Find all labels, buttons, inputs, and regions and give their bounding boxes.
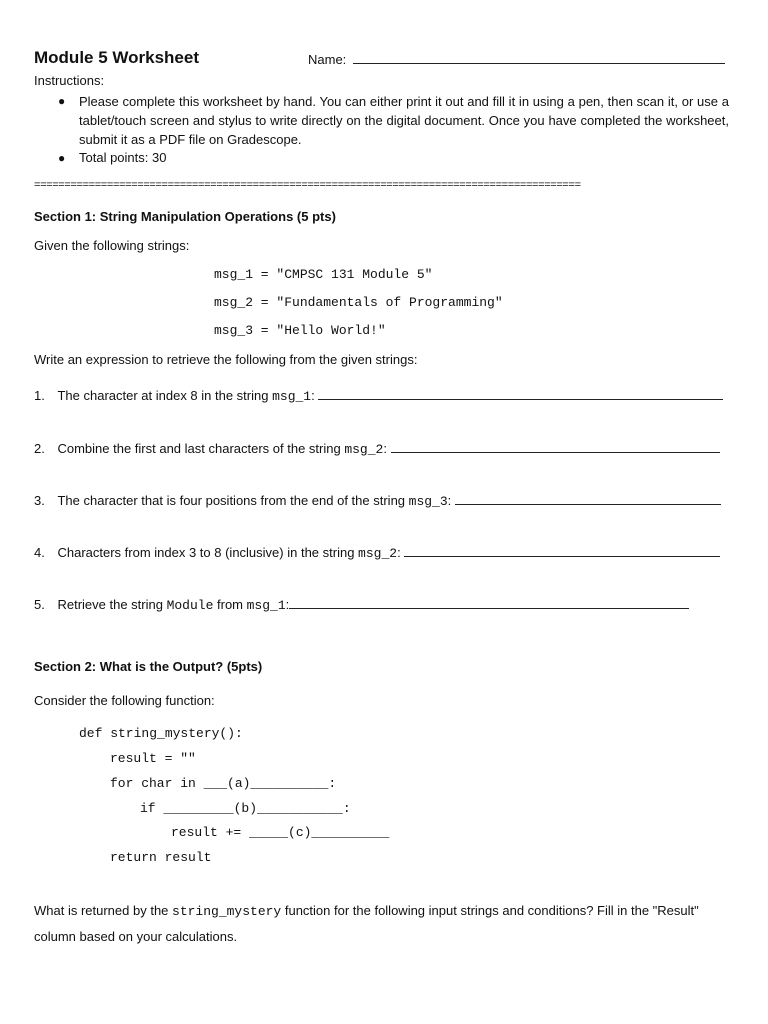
code-line-for: for char in ___(a)__________:: [110, 776, 337, 791]
section2-heading: Section 2: What is the Output? (5pts): [34, 659, 263, 674]
answer-blank-2[interactable]: [391, 442, 720, 453]
question-code: msg_2: [344, 442, 384, 457]
question-text: Retrieve the string: [57, 597, 167, 612]
question-suffix: :: [311, 388, 315, 403]
question-2: [34, 441, 720, 457]
instructions-heading: Instructions:: [34, 73, 105, 88]
question-code: msg_3: [408, 494, 448, 509]
question-code: msg_2: [358, 546, 398, 561]
question-text: What is returned by the: [34, 903, 173, 918]
question-number: 2.: [34, 441, 45, 456]
answer-blank-4[interactable]: [404, 546, 720, 557]
instructions-bullet-1: Please complete this worksheet by hand. You can either print it out and fill it in using a pen, then scan it, or use a tablet/touch screen and stylus to write directly on the digital document. Once you have completed the worksheet, submit it as a PDF file on Gradescope.: [79, 94, 729, 147]
bullet-icon: ●: [58, 94, 66, 108]
answer-blank-1[interactable]: [318, 389, 723, 400]
question-text: function for the following input strings and conditions? Fill in the "Result": [281, 903, 699, 918]
name-blank[interactable]: [353, 53, 725, 64]
answer-blank-3[interactable]: [455, 494, 721, 505]
question-text: The character at index 8 in the string: [57, 388, 273, 403]
question-5: [34, 597, 689, 613]
question-text: Characters from index 3 to 8 (inclusive) in the string: [57, 545, 359, 560]
section1-heading: Section 1: String Manipulation Operations (5 pts): [34, 209, 336, 224]
question-suffix: :: [383, 441, 387, 456]
question-text: The character that is four positions from the end of the string: [57, 493, 409, 508]
code-line-result: result = "": [110, 751, 196, 766]
section2-question: [34, 903, 699, 919]
code-line-def: def string_mystery():: [79, 726, 243, 741]
question-suffix: :: [285, 597, 290, 612]
question-suffix: :: [447, 493, 452, 508]
string-msg1: msg_1 = "CMPSC 131 Module 5": [214, 267, 433, 282]
string-msg3: msg_3 = "Hello World!": [214, 323, 386, 338]
string-msg2: msg_2 = "Fundamentals of Programming": [214, 295, 503, 310]
question-suffix: :: [397, 545, 401, 560]
question-number: 1.: [34, 388, 45, 403]
divider: ==========================================================================================: [34, 179, 581, 191]
question-text: from: [213, 597, 247, 612]
question-text: Combine the first and last characters of the string: [57, 441, 345, 456]
code-line-if: if _________(b)___________:: [140, 801, 351, 816]
question-code: Module: [166, 598, 214, 613]
instructions-bullet-2: Total points: 30: [79, 150, 167, 165]
bullet-icon: ●: [58, 151, 66, 165]
code-line-return: return result: [110, 850, 212, 865]
name-field[interactable]: [308, 52, 725, 67]
question-number: 5.: [34, 597, 45, 612]
question-code: msg_1: [246, 598, 286, 613]
answer-blank-5[interactable]: [289, 598, 689, 609]
section2-intro: Consider the following function:: [34, 693, 215, 708]
question-code: msg_1: [272, 389, 312, 404]
page-title: Module 5 Worksheet: [34, 48, 199, 67]
code-line-append: result += _____(c)__________: [171, 825, 390, 840]
section2-question-line2: column based on your calculations.: [34, 929, 238, 944]
section1-intro: Given the following strings:: [34, 238, 190, 253]
question-4: [34, 545, 720, 561]
question-3: [34, 493, 721, 509]
question-code: string_mystery: [172, 904, 282, 919]
question-number: 3.: [34, 493, 45, 508]
name-label: Name:: [308, 52, 347, 67]
section1-prompt: Write an expression to retrieve the following from the given strings:: [34, 352, 418, 367]
question-number: 4.: [34, 545, 45, 560]
question-1: [34, 388, 723, 404]
